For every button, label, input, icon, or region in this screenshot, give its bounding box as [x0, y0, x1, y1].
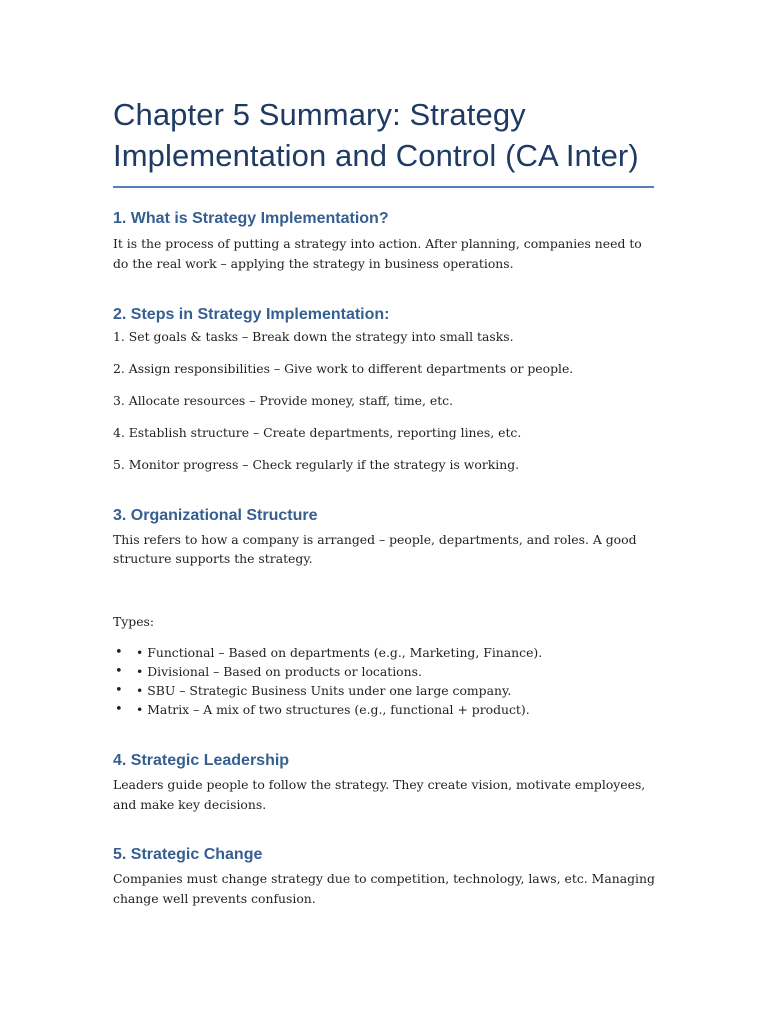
bullet-icon: •	[115, 702, 123, 717]
list-item	[113, 681, 655, 700]
document-title: Chapter 5 Summary: Strategy Implementation and Control (CA Inter)	[113, 97, 639, 173]
section-heading-strategy-implementation: 1. What is Strategy Implementation?	[113, 210, 389, 227]
step-item: 5. Monitor progress – Check regularly if the strategy is working.	[113, 457, 520, 472]
list-item	[113, 700, 655, 719]
section-body-strategic-leadership: Leaders guide people to follow the strategy. They create vision, motivate employees, and make key decisions.	[113, 777, 646, 812]
step-item: 3. Allocate resources – Provide money, staff, time, etc.	[113, 393, 454, 408]
section-body-strategy-implementation: It is the process of putting a strategy into action. After planning, companies need to do the real work – applying the strategy in business operations.	[113, 236, 642, 271]
section-heading-organizational-structure: 3. Organizational Structure	[113, 506, 318, 524]
list-item	[113, 662, 655, 681]
list-item-text: • SBU – Strategic Business Units under one large company.	[136, 683, 512, 698]
step-item: 1. Set goals & tasks – Break down the strategy into small tasks.	[113, 329, 514, 344]
section-heading-strategic-change: 5. Strategic Change	[113, 846, 263, 863]
list-item-text: • Functional – Based on departments (e.g., Marketing, Finance).	[136, 645, 543, 660]
section-body-strategic-change: Companies must change strategy due to competition, technology, laws, etc. Managing change well prevents confusion.	[113, 871, 655, 906]
bullet-icon: •	[115, 645, 123, 660]
structure-types-list	[113, 643, 655, 719]
list-item-text: • Matrix – A mix of two structures (e.g., functional + product).	[136, 702, 530, 717]
bullet-icon: •	[115, 664, 123, 679]
section-body-organizational-structure: This refers to how a company is arranged – people, departments, and roles. A good structure supports the strategy.	[113, 531, 637, 566]
step-item: 4. Establish structure – Create departments, reporting lines, etc.	[113, 425, 522, 440]
types-label: Types:	[113, 613, 155, 629]
list-item-text: • Divisional – Based on products or locations.	[136, 664, 422, 679]
bullet-icon: •	[115, 683, 123, 698]
title-divider	[113, 186, 654, 188]
section-heading-steps: 2. Steps in Strategy Implementation:	[113, 306, 390, 323]
list-item	[113, 643, 655, 662]
section-heading-strategic-leadership: 4. Strategic Leadership	[113, 752, 290, 769]
step-item: 2. Assign responsibilities – Give work to different departments or people.	[113, 361, 574, 376]
